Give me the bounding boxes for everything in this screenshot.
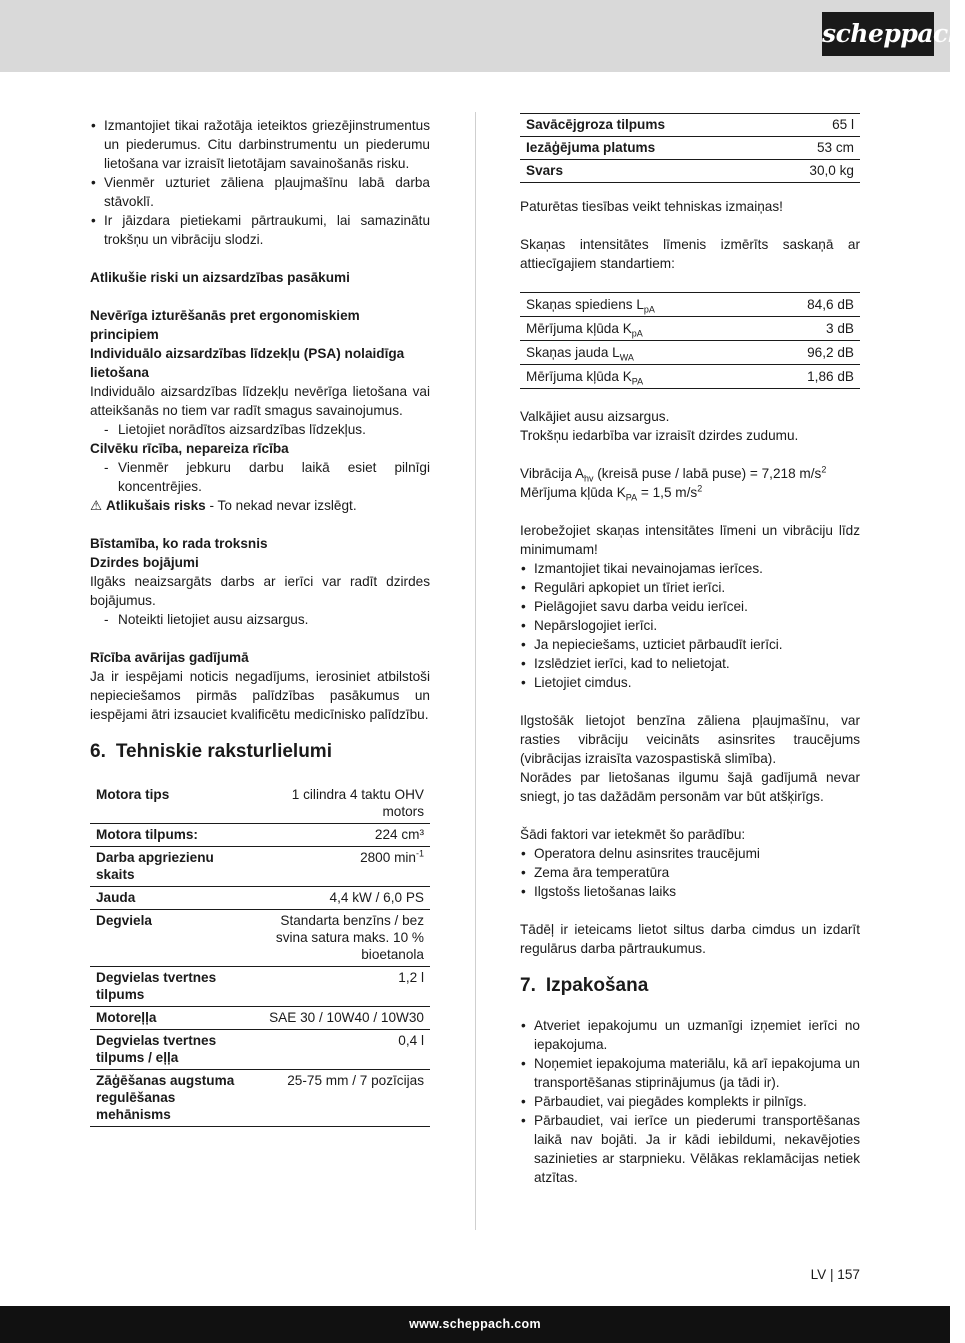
spec-key: Zāģēšanas augstuma regulēšanas mehānisms [90, 1070, 250, 1127]
spec-key: Degvielas tvertnes tilpums [90, 967, 250, 1007]
list-item: - Lietojiet norādītos aizsardzības līdzekļus. [90, 420, 430, 439]
ear-protection-text: Valkājiet ausu aizsargus. [520, 409, 670, 424]
list-item: • Izslēdziet ierīci, kad to nelietojat. [520, 654, 860, 673]
unpack-bullet-list [520, 1016, 860, 1187]
table-row [90, 1070, 430, 1127]
tech-spec-table-cont [520, 113, 860, 183]
spec-value: SAE 30 / 10W40 / 10W30 [250, 1007, 430, 1030]
vibration-uncertainty: Mērījuma kļūda $K_{PA} = 1,5$ $m/s^2$ [520, 483, 703, 503]
table-row [90, 1030, 430, 1070]
tech-spec-table [90, 784, 430, 1127]
right-column [520, 113, 860, 1187]
list-item: • Ja nepieciešams, uzticiet pārbaudīt ierīci. [520, 635, 860, 654]
sound-value: 96,2 dB [760, 341, 860, 365]
vibration-value: Vibrācija $A_{hv}$ (kreisā puse / labā puse) = 7,218 $m/s^2$ [520, 464, 827, 484]
spec-value: 30,0 kg [680, 160, 860, 183]
table-row [520, 317, 860, 341]
emergency-text: Ja ir iespējami noticis negadījums, ierosiniet atbilstoši nepieciešamos pirmās palīdzības pasākumus un iespējami ātri izsauciet kvalificētu medicīnisko palīdzību. [90, 669, 430, 722]
noise-heading: Bīstamība, ko rada troksnis [90, 536, 268, 551]
left-column [90, 116, 430, 1127]
hearing-loss-text: Trokšņu iedarbība var izraisīt dzirdes zudumu. [520, 428, 799, 443]
list-item: • Ir jāizdara pietiekami pārtraukumi, lai samazinātu trokšņu un vibrāciju slodzi. [90, 211, 430, 249]
table-row [90, 824, 430, 847]
spec-value-sup: -1 [415, 848, 424, 859]
list-item: - Vienmēr jebkuru darbu laikā esiet pilnīgi koncentrējies. [90, 458, 430, 496]
warning-icon: ⚠ [90, 498, 103, 513]
sound-intro-text: Skaņas intensitātes līmenis izmērīts saskaņā ar attiecīgajiem standartiem: [520, 237, 860, 271]
page-number: LV | 157 [810, 1267, 860, 1282]
table-row [520, 137, 860, 160]
table-row [90, 847, 430, 887]
list-item: - Noteikti lietojiet ausu aizsargus. [90, 610, 430, 629]
list-item: • Zema āra temperatūra [520, 863, 860, 882]
factors-text: Šādi faktori var ietekmēt šo parādību: [520, 827, 746, 842]
human-dash-list [90, 458, 430, 496]
warning-bold-text: Atlikušais risks [105, 498, 206, 513]
warning-text: - To nekad nevar izslēgt. [205, 498, 357, 513]
sound-key: Mērījuma kļūda $K_{pA}$ [520, 317, 760, 341]
table-row [520, 293, 860, 317]
limit-bullet-list [520, 559, 860, 692]
sound-value: 3 dB [760, 317, 860, 341]
factors-list [520, 844, 860, 901]
table-row [90, 910, 430, 967]
sound-value: 84,6 dB [760, 293, 860, 317]
spec-key: Degviela [90, 910, 250, 967]
brand-logo: scheppach [822, 12, 934, 56]
list-item: • Noņemiet iepakojuma materiālu, kā arī iepakojuma un transportēšanas stiprinājumus (ja tādi ir). [520, 1054, 860, 1092]
long-use-text-2: Norādes par lietošanas ilgumu šajā gadījumā nevar sniegt, jo tas dažādām personām var būt atšķirīgs. [520, 770, 860, 804]
spec-key: Degvielas tvertnes tilpums / eļļa [90, 1030, 250, 1070]
emergency-heading: Rīcība avārijas gadījumā [90, 650, 249, 665]
sound-key: Skaņas spiediens $L_{pA}$ [520, 293, 760, 317]
residual-risk-warning [90, 496, 430, 515]
list-item: • Pārbaudiet, vai ierīce un piederumi transportēšanas laikā nav bojāti. Ja ir kādi iebildumi, nekavējoties sazinieties ar starpnieku. Vēlākas reklamācijas netiek atzītas. [520, 1111, 860, 1187]
list-item: • Lietojiet cimdus. [520, 673, 860, 692]
hearing-text: Ilgāks neaizsargāts darbs ar ierīci var radīt dzirdes bojājumus. [90, 574, 430, 608]
spec-value: 0,4 l [250, 1030, 430, 1070]
section-7-title [520, 974, 860, 998]
hearing-dash-list [90, 610, 430, 629]
rights-reserved-text: Paturētas tiesības veikt tehniskas izmaiņas! [520, 199, 783, 214]
list-item: • Nepārslogojiet ierīci. [520, 616, 860, 635]
spec-value: Standarta benzīns / bez svina satura maks. 10 % bioetanola [250, 910, 430, 967]
list-item: • Pārbaudiet, vai piegādes komplekts ir pilnīgs. [520, 1092, 860, 1111]
ergonomic-heading: Nevērīga izturēšanās pret ergonomiskiem principiem [90, 308, 360, 342]
intro-bullet-list [90, 116, 430, 249]
gloves-text: Tādēļ ir ieteicams lietot siltus darba cimdus un izdarīt regulārus darba pārtraukumus. [520, 922, 860, 956]
spec-key: Svars [520, 160, 680, 183]
table-row [90, 887, 430, 910]
sound-key: Skaņas jauda $L_{WA}$ [520, 341, 760, 365]
spec-key: Motora tips [90, 784, 250, 824]
spec-key: Iezāģējuma platums [520, 137, 680, 160]
spec-value: 25-75 mm / 7 pozīcijas [250, 1070, 430, 1127]
list-item: • Ilgstošs lietošanas laiks [520, 882, 860, 901]
table-row [520, 160, 860, 183]
section-6-text: Tehniskie raksturlielumi [115, 741, 332, 762]
limit-text: Ierobežojiet skaņas intensitātes līmeni un vibrāciju līdz minimumam! [520, 523, 860, 557]
spec-key: Darba apgriezienu skaits [90, 847, 250, 887]
spec-value: 1 cilindra 4 taktu OHV motors [250, 784, 430, 824]
hearing-heading: Dzirdes bojājumi [90, 555, 199, 570]
footer-url: www.scheppach.com [0, 1306, 950, 1343]
spec-key: Motoreļļa [90, 1007, 250, 1030]
table-row [520, 365, 860, 389]
column-divider [475, 112, 476, 1230]
section-6-title [90, 740, 430, 764]
spec-value: 224 cm³ [250, 824, 430, 847]
spec-value: 65 l [680, 114, 860, 137]
spec-value: 53 cm [680, 137, 860, 160]
spec-value: 4,4 kW / 6,0 PS [250, 887, 430, 910]
table-row [520, 114, 860, 137]
sound-table [520, 292, 860, 389]
ppe-dash-list [90, 420, 430, 439]
table-row [520, 341, 860, 365]
list-item: • Pielāgojiet savu darba veidu ierīcei. [520, 597, 860, 616]
top-bar [0, 0, 950, 72]
spec-key: Jauda [90, 887, 250, 910]
section-7-number: 7. [520, 975, 536, 996]
list-item: • Atveriet iepakojumu un uzmanīgi izņemiet ierīci no iepakojuma. [520, 1016, 860, 1054]
section-6-number: 6. [90, 741, 106, 762]
spec-value-text: 2800 min [360, 850, 416, 865]
spec-key: Motora tilpums: [90, 824, 250, 847]
sound-key: Mērījuma kļūda $K_{PA}$ [520, 365, 760, 389]
list-item: • Regulāri apkopiet un tīriet ierīci. [520, 578, 860, 597]
table-row [90, 784, 430, 824]
spec-key: Savācējgroza tilpums [520, 114, 680, 137]
residual-risks-heading: Atlikušie riski un aizsardzības pasākumi [90, 270, 350, 285]
section-7-text: Izpakošana [545, 975, 649, 996]
long-use-text: Ilgstošāk lietojot benzīna zāliena pļaujmašīnu, var rasties vibrāciju veicināts asinsrites traucējums (vibrācijas izraisīta vazospastiskā slimība). [520, 713, 860, 766]
ppe-heading: Individuālo aizsardzības līdzekļu (PSA) nolaidīga lietošana [90, 346, 405, 380]
list-item: • Vienmēr uzturiet zāliena pļaujmašīnu labā darba stāvoklī. [90, 173, 430, 211]
list-item: • Operatora delnu asinsrites traucējumi [520, 844, 860, 863]
list-item: • Izmantojiet tikai ražotāja ieteiktos griezējinstrumentus un piederumus. Citu darbinstrumentu un piederumu lietošana var izraisīt lietotājam savainošanās risku. [90, 116, 430, 173]
list-item: • Izmantojiet tikai nevainojamas ierīces. [520, 559, 860, 578]
sound-value: 1,86 dB [760, 365, 860, 389]
human-behaviour-heading: Cilvēku rīcība, nepareiza rīcība [90, 441, 289, 456]
spec-value: 1,2 l [250, 967, 430, 1007]
spec-value [250, 847, 430, 887]
table-row [90, 1007, 430, 1030]
ppe-text: Individuālo aizsardzības līdzekļu nevērīga lietošana vai atteikšanās no tiem var radīt smagus savainojumus. [90, 384, 430, 418]
table-row [90, 967, 430, 1007]
